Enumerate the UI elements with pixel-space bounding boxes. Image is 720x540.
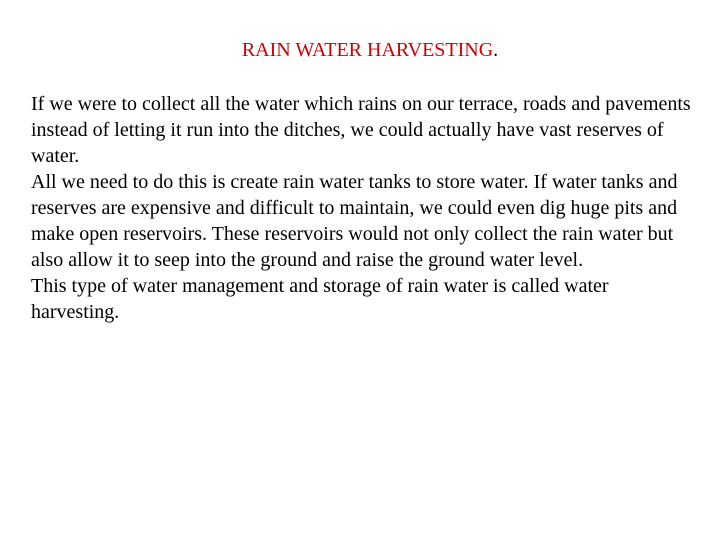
slide-title-punctuation: .	[493, 39, 499, 61]
body-paragraph-2: All we need to do this is create rain water tanks to store water. If water tanks and reserves are expensive and difficult to maintain, we could even dig huge pits and make open reservoirs. These reservoirs would not only collect the rain water but also allow it to seep into the ground and raise the ground water level.	[31, 171, 678, 271]
slide-title-text: RAIN WATER HARVESTING	[241, 39, 494, 61]
body-paragraph-1: If we were to collect all the water which rains on our terrace, roads and pavements instead of letting it run into the ditches, we could actually have vast reserves of water.	[31, 93, 691, 167]
slide-body	[31, 91, 701, 325]
body-paragraph-3: This type of water management and storage of rain water is called water harvesting.	[31, 275, 609, 323]
slide-title	[0, 37, 720, 63]
